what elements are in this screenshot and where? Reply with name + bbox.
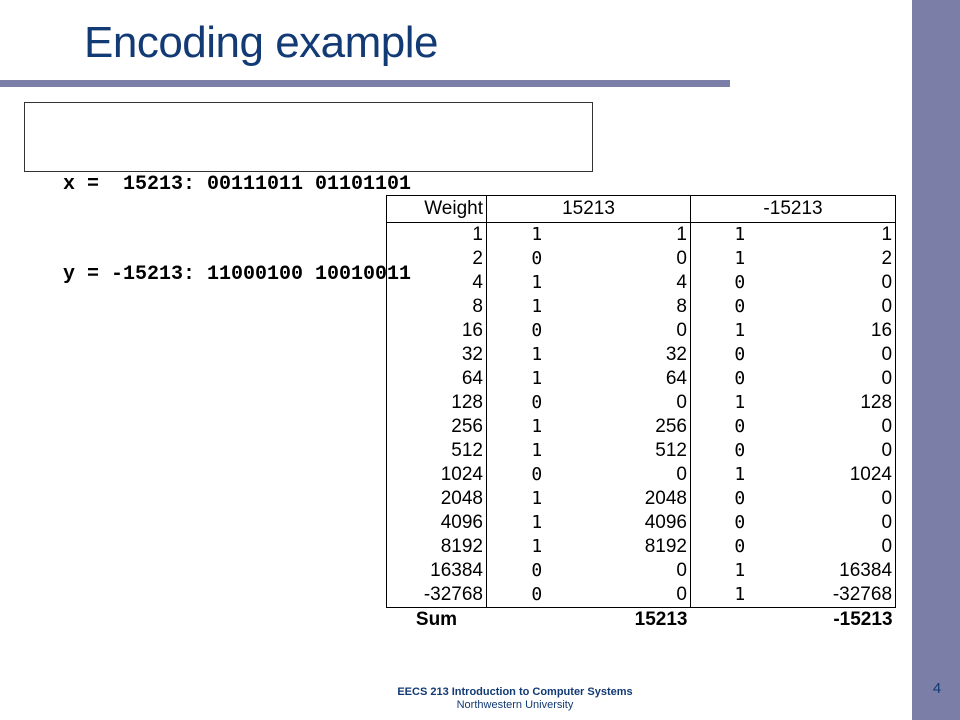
encoding-table <box>386 195 896 632</box>
x-bit-cell: 0 <box>531 560 543 581</box>
footer-course: EECS 213 Introduction to Computer Systems <box>397 686 633 698</box>
table-row <box>387 415 896 439</box>
weight-cell: 128 <box>387 391 487 415</box>
header-x: 15213 <box>487 196 691 223</box>
x-value-cell: 0 <box>587 583 691 608</box>
y-value-cell: 0 <box>789 487 896 511</box>
weight-cell: 8192 <box>387 535 487 559</box>
x-value-cell: 4096 <box>587 511 691 535</box>
weight-cell: 8 <box>387 295 487 319</box>
y-value-cell: 0 <box>789 343 896 367</box>
y-bit-cell: 0 <box>734 416 746 437</box>
y-value-cell: -32768 <box>789 583 896 608</box>
y-bit-cell: 1 <box>734 320 746 341</box>
y-bit-cell: 0 <box>734 488 746 509</box>
weight-cell: 1 <box>387 223 487 248</box>
y-bit-cell: 0 <box>734 296 746 317</box>
header-weight: Weight <box>387 196 487 223</box>
weight-cell: 512 <box>387 439 487 463</box>
table-row <box>387 247 896 271</box>
x-bit-cell: 1 <box>531 440 543 461</box>
y-bit-cell: 1 <box>734 248 746 269</box>
x-value-cell: 4 <box>587 271 691 295</box>
table-row <box>387 583 896 608</box>
y-value-cell: 0 <box>789 535 896 559</box>
table-row <box>387 511 896 535</box>
table-row <box>387 223 896 248</box>
x-bit-cell: 1 <box>531 488 543 509</box>
x-value-cell: 2048 <box>587 487 691 511</box>
table-header-row <box>387 196 896 223</box>
weight-cell: 256 <box>387 415 487 439</box>
x-bit-cell: 1 <box>531 344 543 365</box>
weight-cell: 4 <box>387 271 487 295</box>
footer-school: Northwestern University <box>456 699 574 711</box>
title-underline <box>0 80 730 87</box>
weight-cell: 1024 <box>387 463 487 487</box>
code-line-x: x = 15213: 00111011 01101101 <box>63 173 412 196</box>
y-value-cell: 0 <box>789 295 896 319</box>
weight-cell: -32768 <box>387 583 487 608</box>
x-value-cell: 64 <box>587 367 691 391</box>
weight-cell: 4096 <box>387 511 487 535</box>
slide-number: 4 <box>932 680 942 697</box>
x-bit-cell: 1 <box>531 224 543 245</box>
x-value-cell: 8 <box>587 295 691 319</box>
sum-label: Sum <box>415 609 458 630</box>
y-bit-cell: 1 <box>734 560 746 581</box>
y-value-cell: 1024 <box>789 463 896 487</box>
table-row <box>387 535 896 559</box>
x-value-cell: 8192 <box>587 535 691 559</box>
weight-cell: 16384 <box>387 559 487 583</box>
y-value-cell: 0 <box>789 415 896 439</box>
table-row <box>387 295 896 319</box>
x-value-cell: 256 <box>587 415 691 439</box>
weight-cell: 16 <box>387 319 487 343</box>
header-y: -15213 <box>691 196 896 223</box>
x-bit-cell: 0 <box>531 392 543 413</box>
weight-cell: 64 <box>387 367 487 391</box>
x-bit-cell: 1 <box>531 368 543 389</box>
x-bit-cell: 0 <box>531 464 543 485</box>
y-value-cell: 0 <box>789 439 896 463</box>
weight-cell: 32 <box>387 343 487 367</box>
x-value-cell: 0 <box>587 391 691 415</box>
table-row <box>387 271 896 295</box>
side-accent-bar <box>912 0 960 720</box>
x-bit-cell: 1 <box>531 536 543 557</box>
table-row <box>387 391 896 415</box>
y-bit-cell: 0 <box>734 536 746 557</box>
x-bit-cell: 1 <box>531 272 543 293</box>
y-bit-cell: 0 <box>734 368 746 389</box>
y-value-cell: 128 <box>789 391 896 415</box>
x-value-cell: 0 <box>587 247 691 271</box>
y-bit-cell: 1 <box>691 583 789 608</box>
sum-row <box>387 608 896 633</box>
slide-footer <box>350 686 680 712</box>
y-value-cell: 0 <box>789 271 896 295</box>
table-body <box>387 223 896 608</box>
weight-cell: 2 <box>387 247 487 271</box>
y-bit-cell: 1 <box>734 464 746 485</box>
sum-y: -15213 <box>833 609 893 630</box>
y-value-cell: 16384 <box>789 559 896 583</box>
x-value-cell: 0 <box>587 559 691 583</box>
table-row <box>387 343 896 367</box>
slide-title: Encoding example <box>84 18 439 67</box>
y-value-cell: 2 <box>789 247 896 271</box>
y-value-cell: 1 <box>789 223 896 248</box>
x-bit-cell: 1 <box>531 416 543 437</box>
table-row <box>387 463 896 487</box>
y-bit-cell: 1 <box>734 392 746 413</box>
y-value-cell: 0 <box>789 511 896 535</box>
weight-cell: 2048 <box>387 487 487 511</box>
table-row <box>387 487 896 511</box>
x-value-cell: 1 <box>587 223 691 248</box>
y-bit-cell: 0 <box>734 272 746 293</box>
code-line-y: y = -15213: 11000100 10010011 <box>63 263 412 286</box>
table-row <box>387 319 896 343</box>
table-row <box>387 439 896 463</box>
y-bit-cell: 0 <box>734 512 746 533</box>
y-value-cell: 0 <box>789 367 896 391</box>
x-value-cell: 0 <box>587 319 691 343</box>
x-bit-cell: 1 <box>531 296 543 317</box>
sum-x: 15213 <box>634 609 688 630</box>
table-row <box>387 559 896 583</box>
y-value-cell: 16 <box>789 319 896 343</box>
x-value-cell: 512 <box>587 439 691 463</box>
y-bit-cell: 0 <box>734 344 746 365</box>
y-bit-cell: 1 <box>734 224 746 245</box>
x-bit-cell: 0 <box>531 248 543 269</box>
y-bit-cell: 0 <box>734 440 746 461</box>
x-value-cell: 32 <box>587 343 691 367</box>
x-bit-cell: 1 <box>531 512 543 533</box>
x-bit-cell: 0 <box>487 583 587 608</box>
table-row <box>387 367 896 391</box>
x-bit-cell: 0 <box>531 320 543 341</box>
x-value-cell: 0 <box>587 463 691 487</box>
